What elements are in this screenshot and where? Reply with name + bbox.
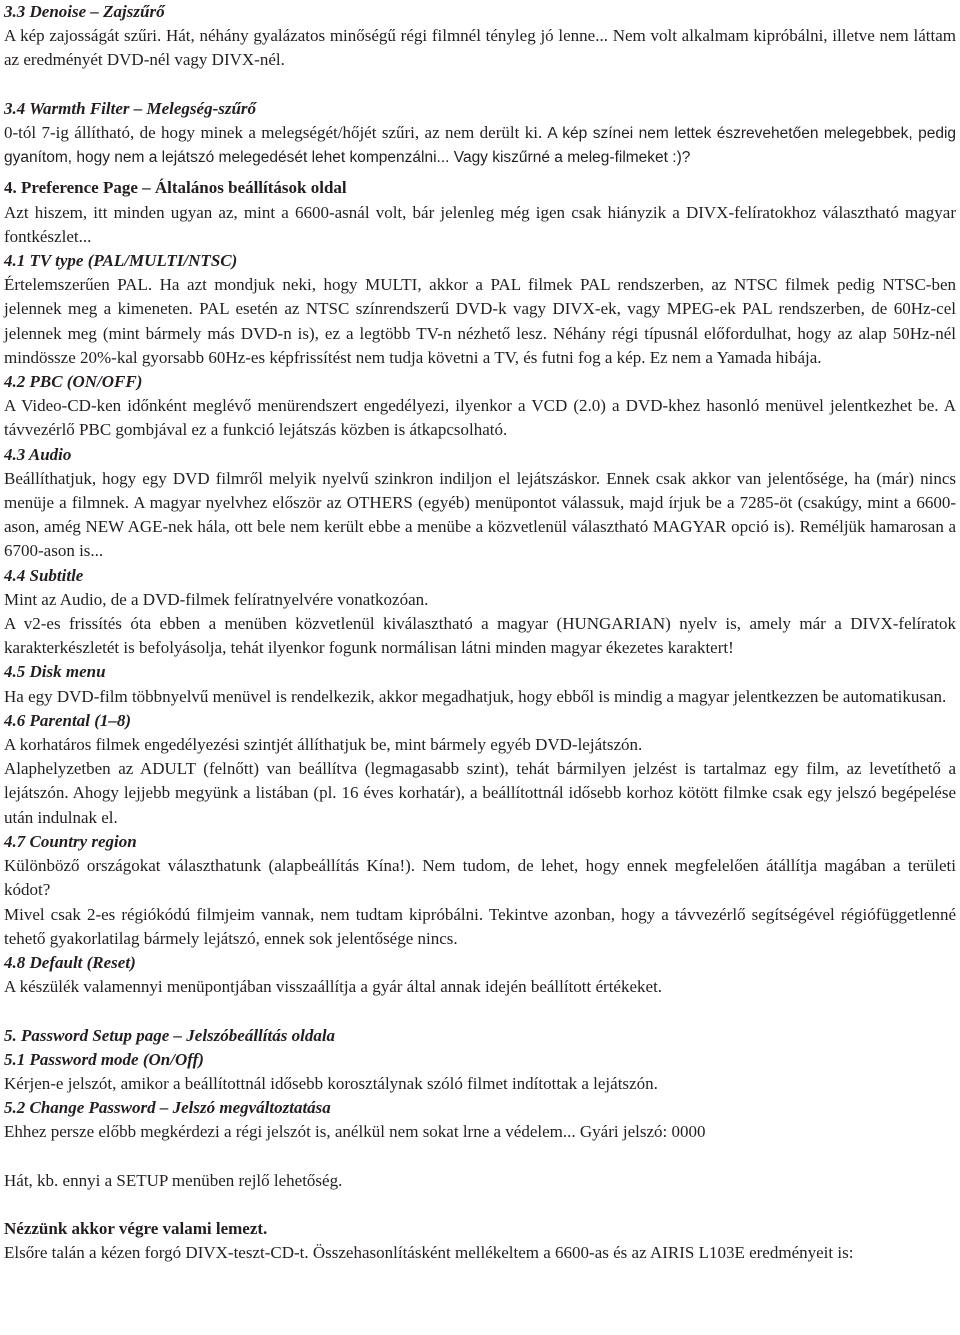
section-5-heading: 5. Password Setup page – Jelszóbeállítás oldala	[4, 1025, 336, 1045]
section-3-3-text: A kép zajosságát szűri. Hát, néhány gyalázatos minőségű régi filmnél tényleg jó lenne... Nem volt alkalmam kipróbálni, illetve nem láttam az eredményét DVD-nél vagy DIVX-nél.	[4, 26, 956, 70]
section-5-2-heading: 5.2 Change Password – Jelszó megváltoztatása	[4, 1098, 331, 1118]
section-4-4-text-1: Mint az Audio, de a DVD-filmek felíratnyelvére vonatkozóan.	[4, 589, 429, 609]
section-5-1-text: Kérjen-e jelszót, amikor a beállítottnál idősebb korosztálynak szóló filmet indítottak a lejátszón.	[4, 1073, 658, 1093]
section-3-4-text-serif: 0-tól 7-ig állítható, de hogy minek a melegségét/hőjét szűri, az nem derült ki.	[4, 123, 543, 142]
section-3-4-paragraph	[4, 121, 956, 170]
section-4-1-text: Értelemszerűen PAL. Ha azt mondjuk neki, hogy MULTI, akkor a PAL filmek PAL rendszerben, az NTSC filmek pedig NTSC-ben jelennek meg a kimeneten. PAL esetén az NTSC színrendszerű DVD-k vagy DIVX-ek, vagy MPEG-ek PAL rendszerben, de 60Hz-cel jelennek meg (mint bármely más DVD-n is), ez a legtöbb TV-n nézhető lesz. Néhány régi típusnál előfordulhat, hogy az alap 50Hz-nél mindössze 20%-kal gyorsabb 60Hz-es képfrissítést nem tudja követni a TV, és futni fog a kép. Ez nem a Yamada hibája.	[4, 275, 956, 367]
closing-text: Hát, kb. ennyi a SETUP menüben rejlő lehetőség.	[4, 1170, 343, 1190]
section-3-3-heading: 3.3 Denoise – Zajszűrő	[4, 2, 165, 21]
section-4-heading: 4. Preference Page – Általános beállítások oldal	[4, 178, 347, 198]
section-4-5-text: Ha egy DVD-film többnyelvű menüvel is rendelkezik, akkor megadhatjuk, hogy ebből is mindig a magyar jelentkezzen be automatikusan.	[4, 686, 947, 706]
section-4-7-text-1: Különböző országokat választhatunk (alapbeállítás Kína!). Nem tudom, de lehet, hogy ennek megfelelően átállítja magában a területi kódot?	[4, 856, 956, 900]
spacer	[4, 1145, 956, 1169]
section-5-2-text: Ehhez persze előbb megkérdezi a régi jelszót is, anélkül nem sokat lrne a védelem... Gyári jelszó: 0000	[4, 1122, 706, 1142]
section-4-6-heading: 4.6 Parental (1–8)	[4, 710, 132, 730]
section-4-7-heading: 4.7 Country region	[4, 831, 137, 851]
closing-final-text: Elsőre talán a kézen forgó DIVX-teszt-CD-t. Összehasonlításként mellékeltem a 6600-as és az AIRIS L103E eredményeit is:	[4, 1243, 854, 1263]
section-4-5-heading: 4.5 Disk menu	[4, 662, 106, 682]
section-3-4-heading: 3.4 Warmth Filter – Melegség-szűrő	[4, 98, 257, 118]
section-3-4-text-sans: A kép színei nem lettek észrevehetően melegebbek, pedig gyanítom, hogy nem a lejátszó melegedését lehet kompenzálni... Vagy kiszűrné a meleg-filmeket :)?	[4, 125, 957, 167]
section-4-text: Azt hiszem, itt minden ugyan az, mint a 6600-asnál volt, bár jelenleg még igen csak hiányzik a DIVX-felíratokhoz választható magyar fontkészlet...	[4, 202, 956, 246]
section-5-1-heading: 5.1 Password mode (On/Off)	[4, 1049, 204, 1069]
section-4-8-text: A készülék valamennyi menüpontjában visszaállítja a gyár által annak idején beállított értékeket.	[4, 977, 663, 997]
section-4-4-text-2: A v2-es frissítés óta ebben a menüben közvetlenül kiválasztható a magyar (HUNGARIAN) nyelv is, amely már a DIVX-felíratok karakterkészletét is befolyásolja, tehát ilyenkor fogunk normálisan látni minden magyar ékezetes karaktert!	[4, 614, 956, 658]
section-4-3-heading: 4.3 Audio	[4, 444, 72, 464]
section-4-3-text: Beállíthatjuk, hogy egy DVD filmről melyik nyelvű szinkron indiljon el lejátszáskor. Ennek csak akkor van jelentősége, ha (már) nincs menüje a filmnek. A magyar nyelvhez először az OTHERS (egyéb) menüpontot válassuk, majd írjuk be a 7285-öt (csakúgy, mint a 6600-ason, amég NEW AGE-nek hála, ott bele nem került ebbe a menübe a közvetlenül választható MAGYAR opció is). Reméljük hamarosan a 6700-ason is...	[4, 468, 956, 561]
section-4-6-text-1: A korhatáros filmek engedélyezési szintjét állíthatjuk be, mint bármely egyéb DVD-lejátszón.	[4, 735, 643, 755]
spacer	[4, 999, 956, 1023]
section-4-1-heading: 4.1 TV type (PAL/MULTI/NTSC)	[4, 251, 238, 271]
spacer	[4, 73, 956, 97]
section-4-4-heading: 4.4 Subtitle	[4, 565, 84, 585]
section-4-7-text-2: Mivel csak 2-es régiókódú filmjeim vannak, nem tudtam kipróbálni. Tekintve azonban, hogy a távvezérlő segítségével régiófüggetlenné tehető gyakorlatilag bármely lejátszó, ennek sok jelentősége nincs.	[4, 904, 956, 948]
closing-heading: Nézzünk akkor végre valami lemezt.	[4, 1219, 268, 1239]
section-4-2-heading: 4.2 PBC (ON/OFF)	[4, 372, 143, 392]
spacer	[4, 1193, 956, 1217]
section-4-8-heading: 4.8 Default (Reset)	[4, 952, 136, 972]
section-4-2-text: A Video-CD-ken időnként meglévő menürendszert engedélyezi, ilyenkor a VCD (2.0) a DVD-khez hasonló menüvel jelentkezhet be. A távvezérlő PBC gombjával ez a funkció lejátszás közben is átkapcsolható.	[4, 396, 956, 440]
section-4-6-text-2: Alaphelyzetben az ADULT (felnőtt) van beállítva (legmagasabb szint), tehát bármilyen jelzést is tartalmaz egy film, az levetíthető a lejátszón. Ahogy lejjebb megyünk a listában (pl. 16 éves korhatár), a beállítottnál idősebb korhoz kötött filmke csak egy jelszó begépelése után indulnak el.	[4, 759, 956, 827]
